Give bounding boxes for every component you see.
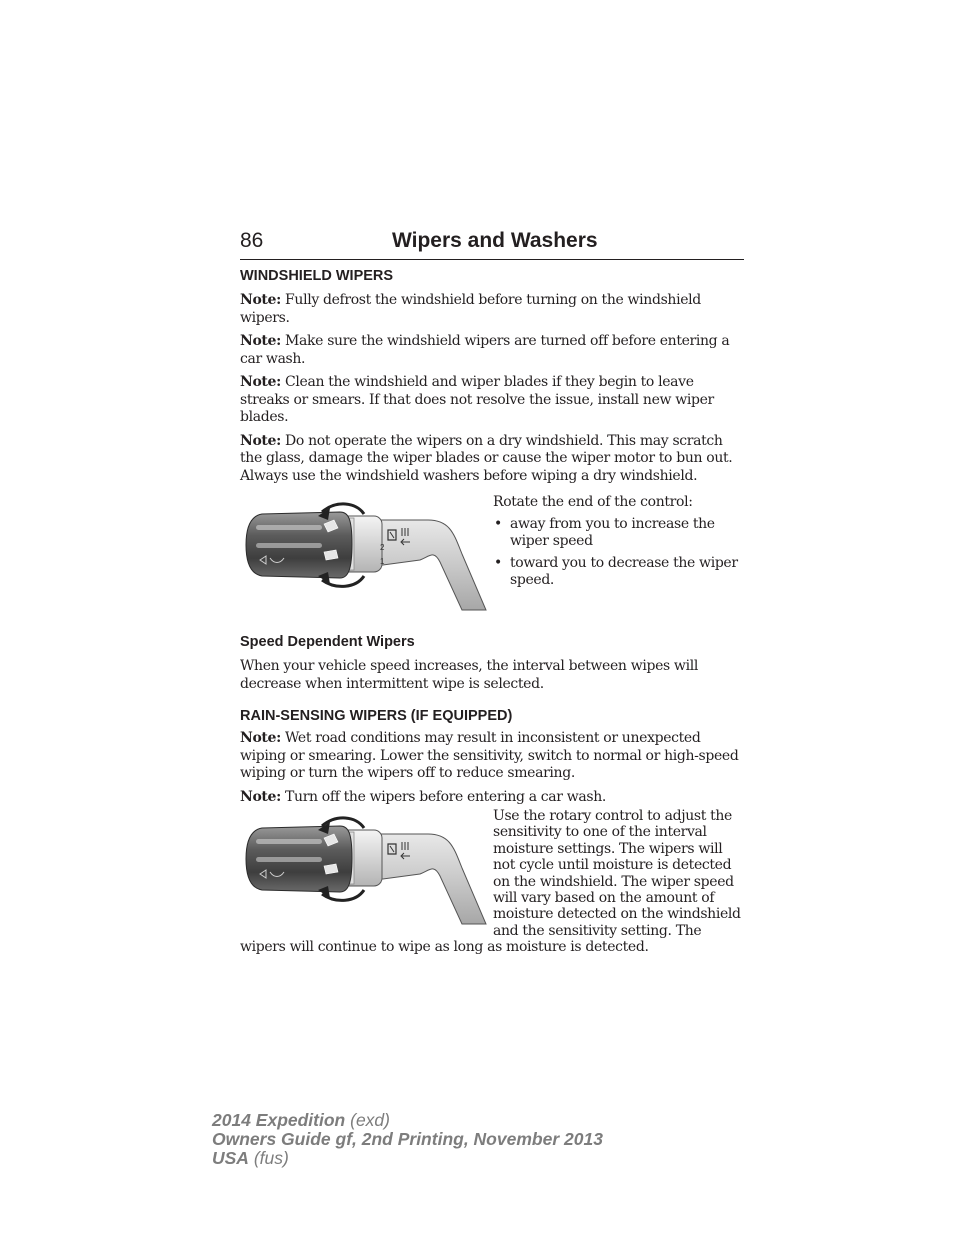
rain-sensing-last-line: wipers will continue to wipe as long as moisture is detected. — [240, 939, 649, 955]
rotate-bullet-increase: • away from you to increase the wiper speed — [493, 516, 745, 551]
page-number: 86 — [240, 229, 264, 252]
rotate-bullets — [493, 516, 745, 590]
rotate-instructions — [493, 494, 745, 594]
windshield-note-3: Note: Clean the windshield and wiper blades if they begin to leave streaks or smears. If that does not resolve the issue, install new wiper blades. — [240, 374, 714, 425]
windshield-note-4: Note: Do not operate the wipers on a dry windshield. This may scratch the glass, damage the wiper blades or cause the wiper motor to bun out. Always use the windshield washers before wiping a dry windshield. — [240, 432, 733, 484]
windshield-notes — [240, 292, 744, 485]
windshield-note-2: Note: Make sure the windshield wipers are turned off before entering a car wash. — [240, 333, 730, 367]
lever-speed-label-1: 1 — [380, 557, 385, 566]
rain-side-line: not cycle until moisture is detected — [493, 857, 732, 874]
page-header — [240, 229, 744, 260]
rain-side-line: and the sensitivity setting. The — [493, 922, 702, 939]
rain-sensing-side-text — [493, 808, 749, 939]
rain-side-line: sensitivity to one of the interval — [493, 824, 707, 841]
lever-speed-label-2: 2 — [380, 543, 385, 552]
page-footer — [212, 1111, 603, 1168]
rain-side-line: on the windshield. The wiper speed — [493, 873, 734, 890]
wiper-lever-illustration-2 — [240, 812, 488, 930]
rain-note-1: Note: Wet road conditions may result in inconsistent or unexpected wiping or smearing. Lower the sensitivity, switch to normal or high-speed wiping or turn the wipers off to reduce smearing. — [240, 730, 739, 781]
rain-side-line: will vary based on the amount of — [493, 890, 715, 907]
rain-side-line: moisture settings. The wipers will — [493, 840, 723, 857]
speed-dependent-text: When your vehicle speed increases, the interval between wipes will decrease when intermittent wipe is selected. — [240, 658, 698, 692]
footer-model-line: 2014 Expedition (exd) — [212, 1110, 390, 1130]
footer-guide-line: Owners Guide gf, 2nd Printing, November 2013 — [212, 1129, 603, 1149]
wiper-lever-rotary-control-icon — [240, 812, 488, 930]
rain-note-2: Note: Turn off the wipers before entering a car wash. — [240, 788, 606, 805]
wiper-lever-rotary-control-icon — [240, 498, 488, 616]
chapter-title: Wipers and Washers — [392, 229, 598, 252]
rain-side-line: Use the rotary control to adjust the — [493, 808, 732, 824]
rain-sensing-notes — [240, 730, 744, 806]
footer-region-line: USA (fus) — [212, 1148, 289, 1168]
rain-side-line: moisture detected on the windshield — [493, 906, 741, 923]
rotate-intro: Rotate the end of the control: — [493, 494, 693, 510]
wiper-lever-illustration-1 — [240, 498, 488, 616]
rotate-bullet-decrease: • toward you to decrease the wiper speed. — [493, 555, 745, 590]
windshield-wipers-heading: WINDSHIELD WIPERS — [240, 268, 394, 284]
speed-dependent-heading: Speed Dependent Wipers — [240, 634, 415, 650]
rain-sensing-heading: RAIN-SENSING WIPERS (IF EQUIPPED) — [240, 708, 513, 724]
windshield-note-1: Note: Fully defrost the windshield before turning on the windshield wipers. — [240, 292, 701, 326]
